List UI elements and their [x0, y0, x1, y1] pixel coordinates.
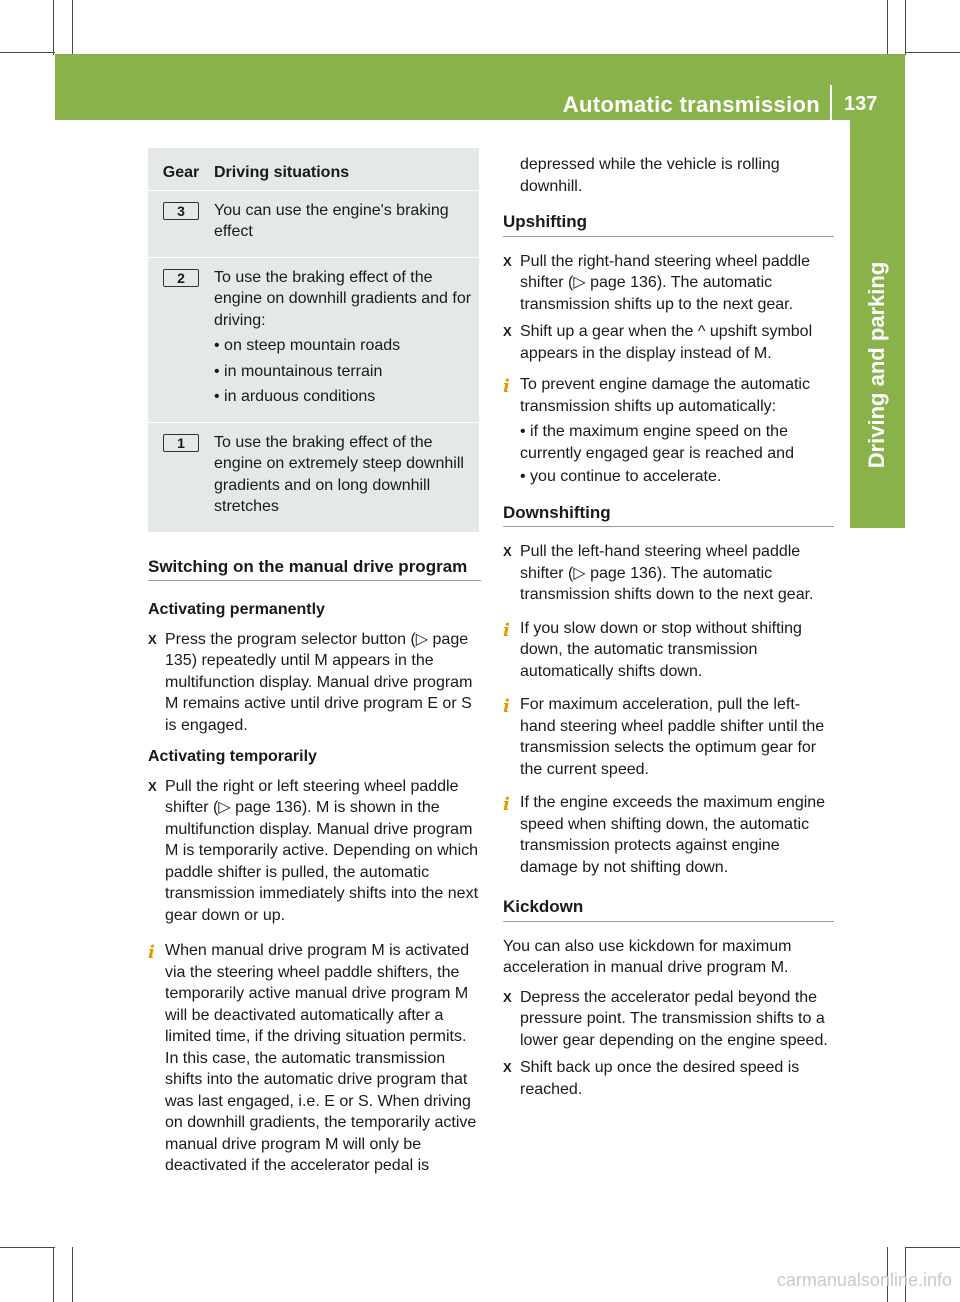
- info-text: If you slow down or stop without shifting down, the automatic transmission automatically shifts down.: [520, 619, 802, 680]
- gear-2-key: 2: [163, 269, 199, 287]
- kickdown-intro: You can also use kickdown for maximum acceleration in manual drive program M.: [503, 937, 792, 976]
- crop-mark: [72, 0, 73, 55]
- crop-mark: [53, 1247, 54, 1302]
- table-header-situations: Driving situations: [214, 164, 350, 181]
- watermark: carmanualsonline.info: [776, 1270, 952, 1290]
- info-text: When manual drive program M is activated via the steering wheel paddle shifters, the temporarily active manual drive program M will be deactivated automatically after a limited time, if the driving situation permits. In this case, the automatic transmission shifts into the automatic drive program that was last engaged, i.e. E or S. When driving on downhill gradients, the temporarily active manual drive program M will only be deactivated if the accelerator pedal is: [165, 942, 477, 1174]
- step-permanent: X Press the program selector button (▷ page 135) repeatedly until M appears in the multifunction display. Manual drive program M remains active until drive program E or S is engaged.: [148, 629, 481, 737]
- right-column: [503, 154, 834, 1100]
- info-icon: i: [503, 376, 510, 397]
- table-row: [148, 257, 479, 422]
- list-item: • in mountainous terrain: [214, 361, 479, 383]
- step-upshift-2: X Shift up a gear when the ^ upshift symbol appears in the display instead of M.: [503, 321, 834, 364]
- info-note: [503, 792, 834, 878]
- crop-mark: [72, 1247, 73, 1302]
- gear-table: [148, 148, 479, 532]
- chapter-tab-marker: [850, 484, 905, 528]
- info-icon: i: [503, 696, 510, 717]
- table-row: [148, 422, 479, 532]
- page-number: 137: [844, 93, 878, 115]
- info-text: For maximum acceleration, pull the left-hand steering wheel paddle shifter until the transmission selects the optimum gear for the current speed.: [520, 696, 825, 778]
- subheading-permanent: Activating permanently: [148, 601, 325, 618]
- page-title: Automatic transmission: [562, 92, 820, 117]
- crop-mark: [905, 52, 960, 53]
- continuation-text: depressed while the vehicle is rolling downhill.: [520, 156, 780, 195]
- info-note: [503, 694, 834, 780]
- list-item: • on steep mountain roads: [214, 335, 479, 357]
- step-temporary: X Pull the right or left steering wheel paddle shifter (▷ page 136). M is shown in the multifunction display. Manual drive program M is temporarily active. Depending on which paddle shifter is pulled, the automatic transmission immediately shifts into the next gear down or up.: [148, 776, 481, 927]
- list-item: • if the maximum engine speed on the currently engaged gear is reached and: [520, 421, 834, 464]
- info-note: [148, 940, 481, 1177]
- gear-1-key: 1: [163, 434, 199, 452]
- crop-mark: [53, 0, 54, 55]
- chapter-label: Driving and parking: [864, 261, 889, 469]
- info-note: [503, 374, 834, 488]
- crop-mark: [905, 1247, 960, 1248]
- gear-3-description: You can use the engine's braking effect: [214, 190, 479, 257]
- table-header-gear: Gear: [162, 164, 200, 181]
- crop-mark: [0, 1247, 55, 1248]
- step-kickdown-1: X Depress the accelerator pedal beyond the pressure point. The transmission shifts to a lower gear depending on the engine speed.: [503, 987, 834, 1052]
- info-text: To prevent engine damage the automatic transmission shifts up automatically:: [520, 376, 810, 415]
- info-icon: i: [503, 619, 510, 641]
- table-header-row: [148, 148, 479, 190]
- subheading-temporary: Activating temporarily: [148, 748, 317, 765]
- section-heading-manual: Switching on the manual drive program: [148, 556, 481, 582]
- info-text: If the engine exceeds the maximum engine speed when shifting down, the automatic transmission protects against engine damage by not shifting down.: [520, 794, 826, 876]
- table-row: [148, 190, 479, 257]
- list-item: • you continue to accelerate.: [520, 466, 834, 488]
- step-downshift: X Pull the left-hand steering wheel paddle shifter (▷ page 136). The automatic transmission shifts down to the next gear.: [503, 541, 834, 606]
- crop-mark: [887, 0, 888, 55]
- section-heading-upshifting: Upshifting: [503, 211, 834, 237]
- gear-2-description: To use the braking effect of the engine on downhill gradients and for driving: • on steep mountain roads • in mountainous terrain • in arduous conditions: [214, 257, 479, 422]
- header-separator: [830, 85, 832, 120]
- step-upshift-1: X Pull the right-hand steering wheel paddle shifter (▷ page 136). The automatic transmission shifts up to the next gear.: [503, 251, 834, 316]
- gear-1-description: To use the braking effect of the engine on extremely steep downhill gradients and on long downhill stretches: [214, 422, 479, 532]
- step-kickdown-2: X Shift back up once the desired speed is reached.: [503, 1057, 834, 1100]
- list-item: • in arduous conditions: [214, 386, 479, 408]
- info-icon: i: [503, 794, 510, 815]
- section-heading-kickdown: Kickdown: [503, 896, 834, 922]
- gear-3-key: 3: [163, 202, 199, 220]
- info-note: [503, 618, 834, 683]
- crop-mark: [905, 0, 906, 55]
- left-column: [148, 148, 481, 1177]
- info-icon: i: [148, 942, 155, 963]
- crop-mark: [0, 52, 55, 53]
- section-heading-downshifting: Downshifting: [503, 502, 834, 528]
